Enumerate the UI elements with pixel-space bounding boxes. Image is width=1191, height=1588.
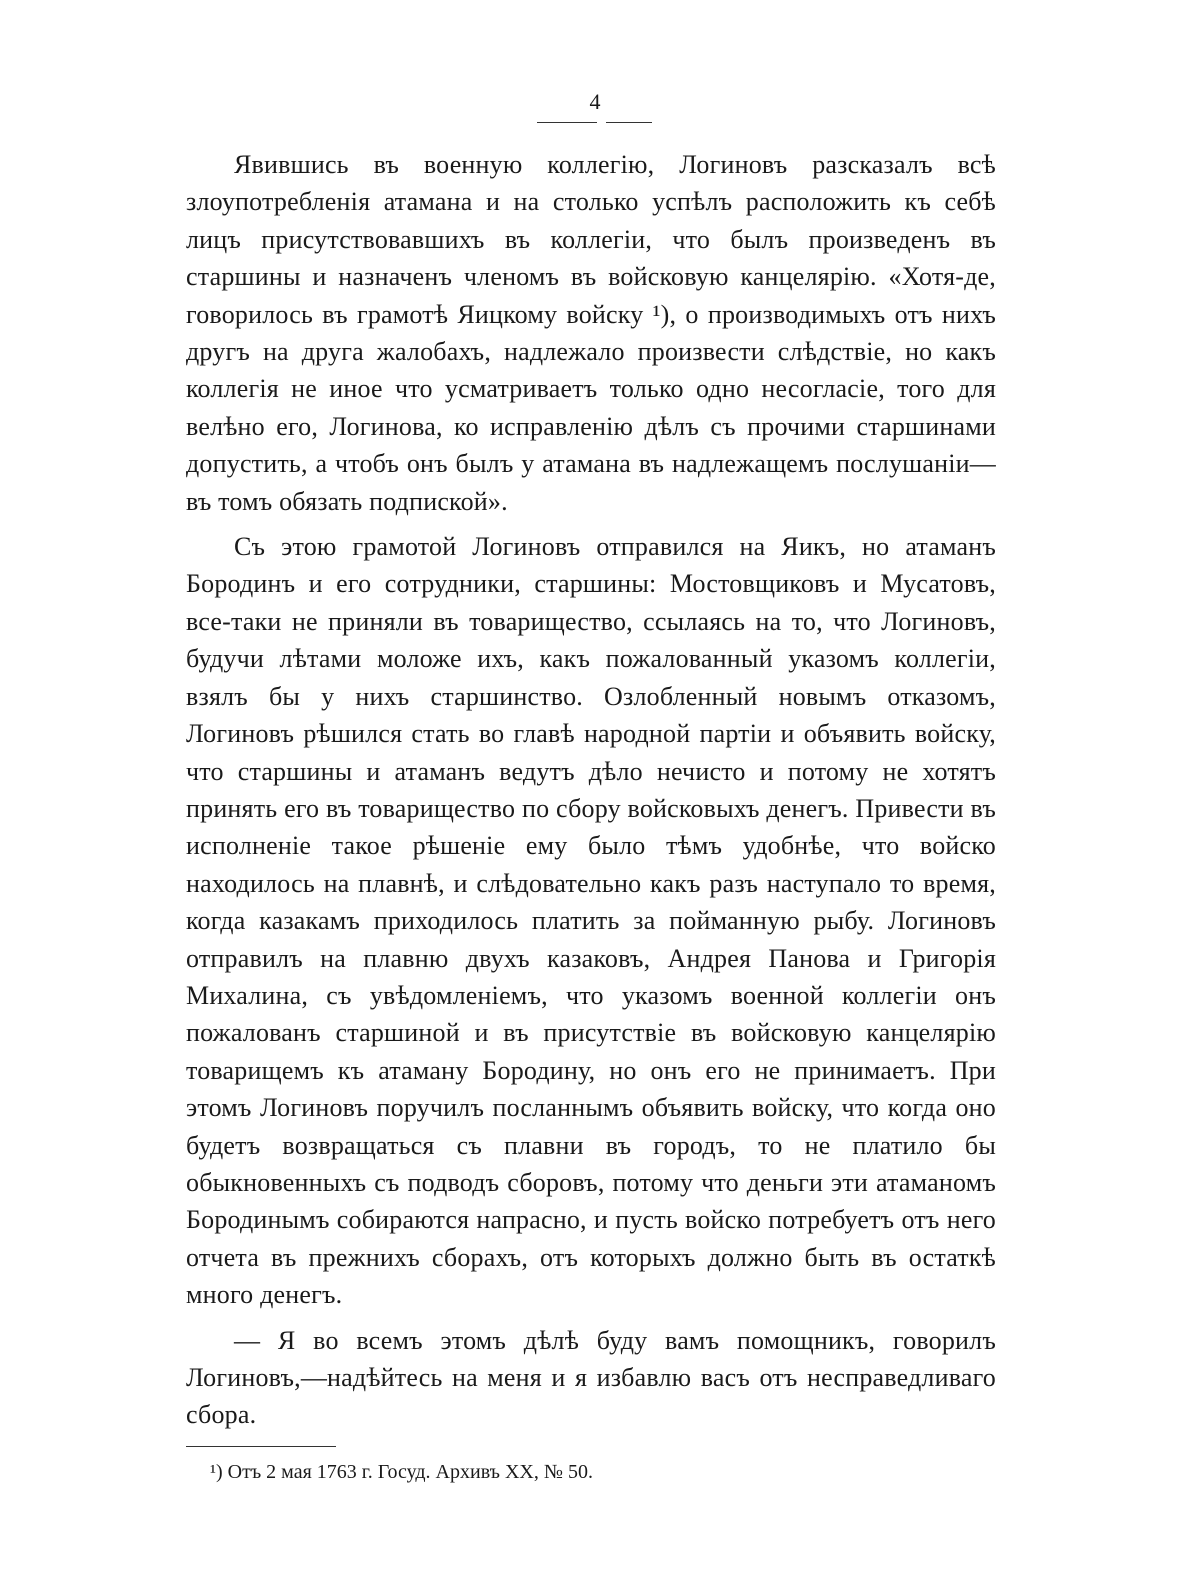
header-rule-right — [606, 122, 652, 123]
footnote: ¹) Отъ 2 мая 1763 г. Госуд. Архивъ XX, № 50. — [210, 1461, 593, 1483]
paragraph: — Я во всемъ этомъ дѣлѣ буду вамъ помощникъ, говорилъ Логиновъ,—надѣйтесь на меня и я избавлю васъ отъ несправедливаго сбора. — [186, 1325, 996, 1430]
page-number: 4 — [589, 89, 601, 114]
paragraph: Явившись въ военную коллегію, Логиновъ разсказалъ всѣ злоупотребленія атамана и на столько успѣлъ расположить къ себѣ лицъ присутствовавшихъ въ коллегіи, что былъ произведенъ въ старшины и назначенъ членомъ въ войсковую канцелярію. «Хотя-де, говорилось въ грамотѣ Яицкому войску ¹), о производимыхъ отъ нихъ другъ на друга жалобахъ, надлежало произвести слѣдствіе, но какъ коллегія не иное что усматриваетъ только одно несогласіе, того для велѣно его, Логинова, ко исправленію дѣлъ съ прочими старшинами допустить, а чтобъ онъ былъ у атамана въ надлежащемъ послушаніи—въ томъ обязать подпиской». — [186, 150, 996, 516]
body-text — [186, 146, 996, 1434]
footnote-rule — [186, 1446, 336, 1447]
paragraph: Съ этою грамотой Логиновъ отправился на Яикъ, но атаманъ Бородинъ и его сотрудники, старшины: Мостовщиковъ и Мусатовъ, все-таки не приняли въ товарищество, ссылаясь на то, что Логиновъ, будучи лѣтами моложе ихъ, какъ пожалованный указомъ коллегіи, взялъ бы у нихъ старшинство. Озлобленный новымъ отказомъ, Логиновъ рѣшился стать во главѣ народной партіи и объявить войску, что старшины и атаманъ ведутъ дѣло нечисто и потому не хотятъ принять его въ товарищество по сбору войсковыхъ денегъ. Привести въ исполненіе такое рѣшеніе ему было тѣмъ удобнѣе, что войско находилось на плавнѣ, и слѣдовательно какъ разъ наступало то время, когда казакамъ приходилось платить за пойманную рыбу. Логиновъ отправилъ на плавню двухъ казаковъ, Андрея Панова и Григорія Михалина, съ увѣдомленіемъ, что указомъ военной коллегіи онъ пожалованъ старшиной и въ присутствіе въ войсковую канцелярію товарищемъ къ атаману Бородину, но онъ его не принимаетъ. При этомъ Логиновъ поручилъ посланнымъ объявить войску, что когда оно будетъ возвращаться съ плавни въ городъ, то не платило бы обыкновенныхъ съ подводъ сборовъ, потому что деньги эти атаманомъ Бородинымъ собираются напрасно, и пусть войско потребуетъ отъ него отчета въ прежнихъ сборахъ, отъ которыхъ должно быть въ остаткѣ много денегъ. — [186, 532, 996, 1310]
page-header — [0, 88, 1191, 128]
header-rule-left — [537, 122, 597, 123]
